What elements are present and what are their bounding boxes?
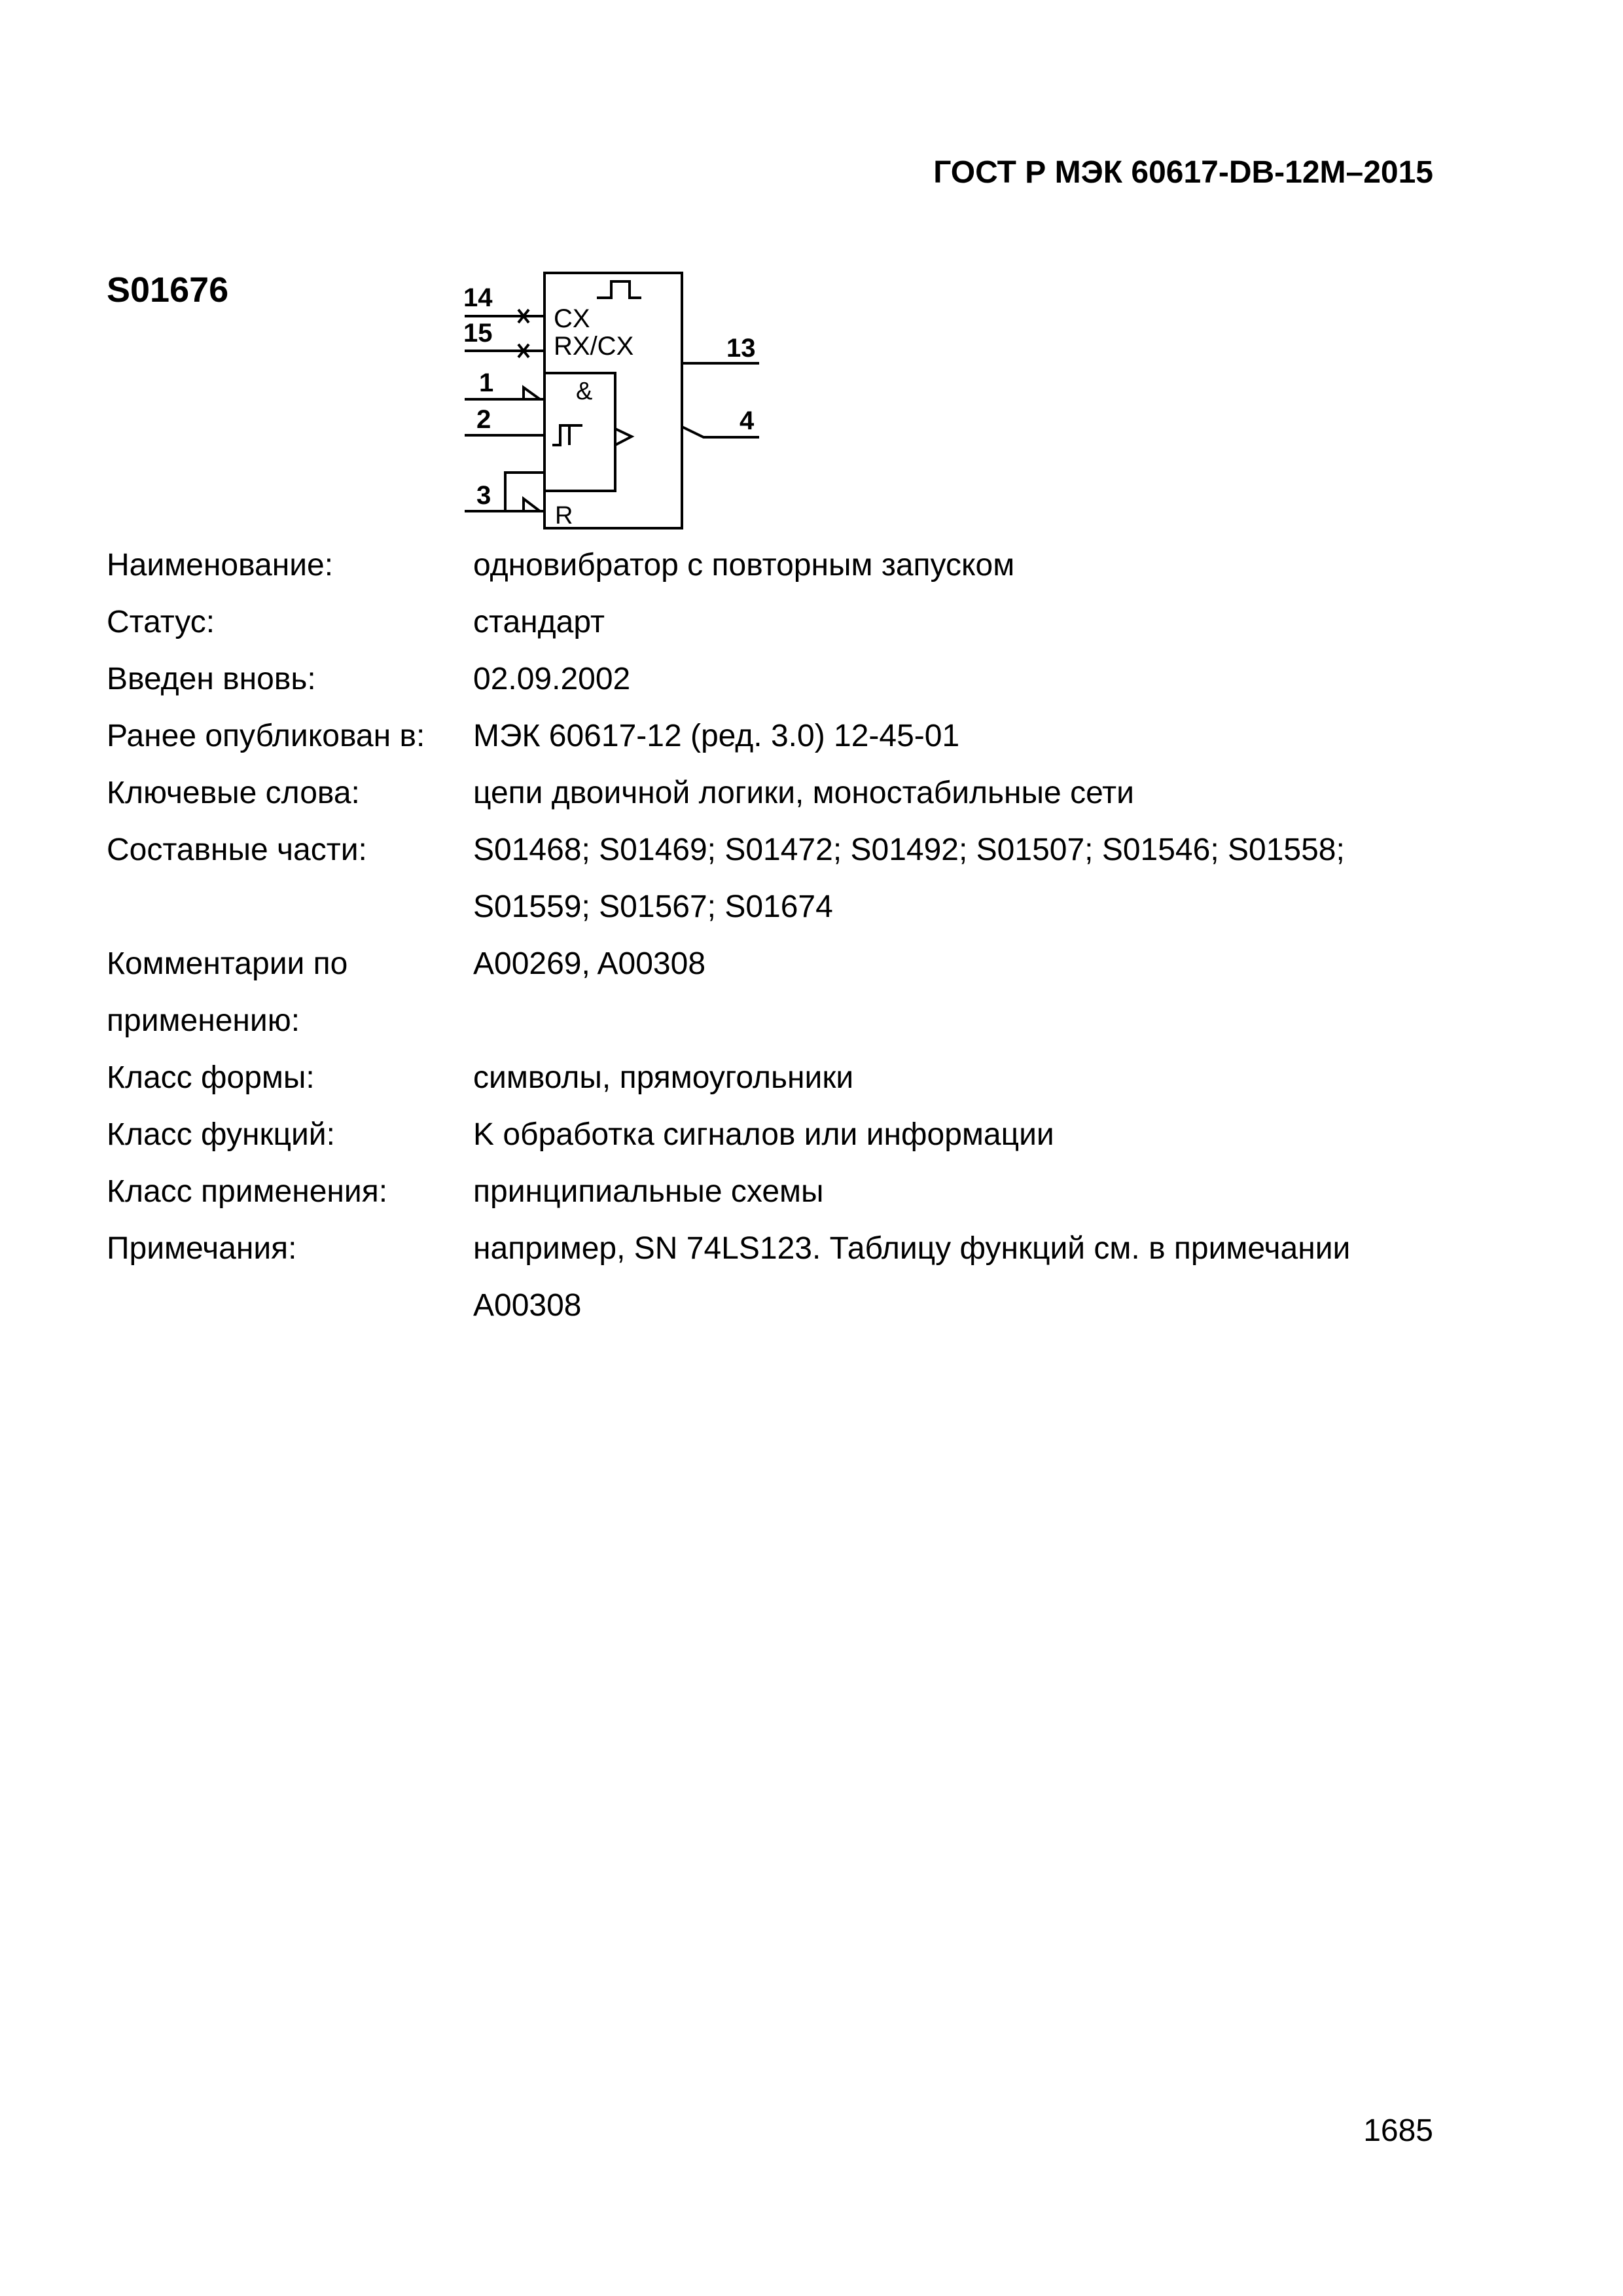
pin-4-label: 4 [740, 406, 755, 435]
field-value: символы, прямоугольники [473, 1060, 854, 1095]
pin-2-label: 2 [476, 405, 491, 434]
reset-label: R [555, 502, 573, 529]
trigger-symbol [552, 425, 582, 445]
pin-3-label: 3 [476, 481, 491, 510]
field-row-shape-class [107, 1049, 1448, 1106]
field-label: Наименование: [107, 548, 334, 583]
field-label: Класс применения: [107, 1174, 388, 1209]
field-label: Ключевые слова: [107, 776, 360, 810]
pin-13-label: 13 [726, 334, 756, 363]
field-row-function-class [107, 1106, 1448, 1163]
field-row-application-class [107, 1163, 1448, 1220]
page-number: 1685 [1363, 2113, 1433, 2148]
dynamic-indicator [615, 429, 632, 445]
field-row-published [107, 708, 1448, 764]
field-label: Составные части: [107, 833, 367, 867]
field-label: Класс функций: [107, 1117, 335, 1152]
field-value-line: S01559; S01567; S01674 [473, 889, 833, 924]
field-row-introduced [107, 651, 1448, 708]
monostable-symbol-diagram [452, 262, 766, 537]
field-value-line: A00308 [473, 1288, 582, 1323]
field-value: одновибратор с повторным запуском [473, 548, 1015, 583]
field-label: Класс формы: [107, 1060, 315, 1095]
pin-15-label: 15 [463, 319, 493, 348]
field-row-keywords [107, 764, 1448, 821]
field-label: Статус: [107, 605, 215, 639]
and-label: & [576, 378, 593, 405]
field-label-line: Комментарии по [107, 946, 348, 981]
field-label: Ранее опубликован в: [107, 719, 425, 753]
field-label-line: применению: [107, 1003, 300, 1038]
field-row-notes [107, 1220, 1448, 1334]
field-value: стандарт [473, 605, 605, 639]
field-value-line: S01468; S01469; S01472; S01492; S01507; S01546; S01558; [473, 833, 1345, 867]
field-row-name [107, 537, 1448, 594]
field-row-comments [107, 935, 1448, 1049]
rxcx-label: RX/CX [554, 332, 634, 361]
document-header: ГОСТ Р МЭК 60617-DB-12M–2015 [933, 155, 1433, 190]
field-row-status [107, 594, 1448, 651]
pulse-qualifier [597, 281, 641, 298]
symbol-code: S01676 [107, 270, 229, 310]
pin-1-label: 1 [479, 368, 494, 397]
field-value [473, 1220, 1448, 1334]
field-value: МЭК 60617-12 (ред. 3.0) 12-45-01 [473, 719, 960, 753]
cx-label: CX [554, 304, 590, 333]
field-label: Введен вновь: [107, 662, 316, 696]
field-value: K обработка сигналов или информации [473, 1117, 1054, 1152]
field-label: Примечания: [107, 1231, 297, 1266]
field-value: принципиальные схемы [473, 1174, 824, 1209]
field-value: 02.09.2002 [473, 662, 631, 696]
field-row-components [107, 821, 1448, 935]
field-value: цепи двоичной логики, моностабильные сети [473, 776, 1134, 810]
field-value [473, 821, 1448, 935]
field-label [107, 935, 473, 1049]
attributes-table [107, 537, 1448, 1334]
pin-14-label: 14 [463, 283, 493, 312]
field-value: A00269, A00308 [473, 946, 706, 981]
field-value-line: например, SN 74LS123. Таблицу функций см. в примечании [473, 1231, 1351, 1266]
